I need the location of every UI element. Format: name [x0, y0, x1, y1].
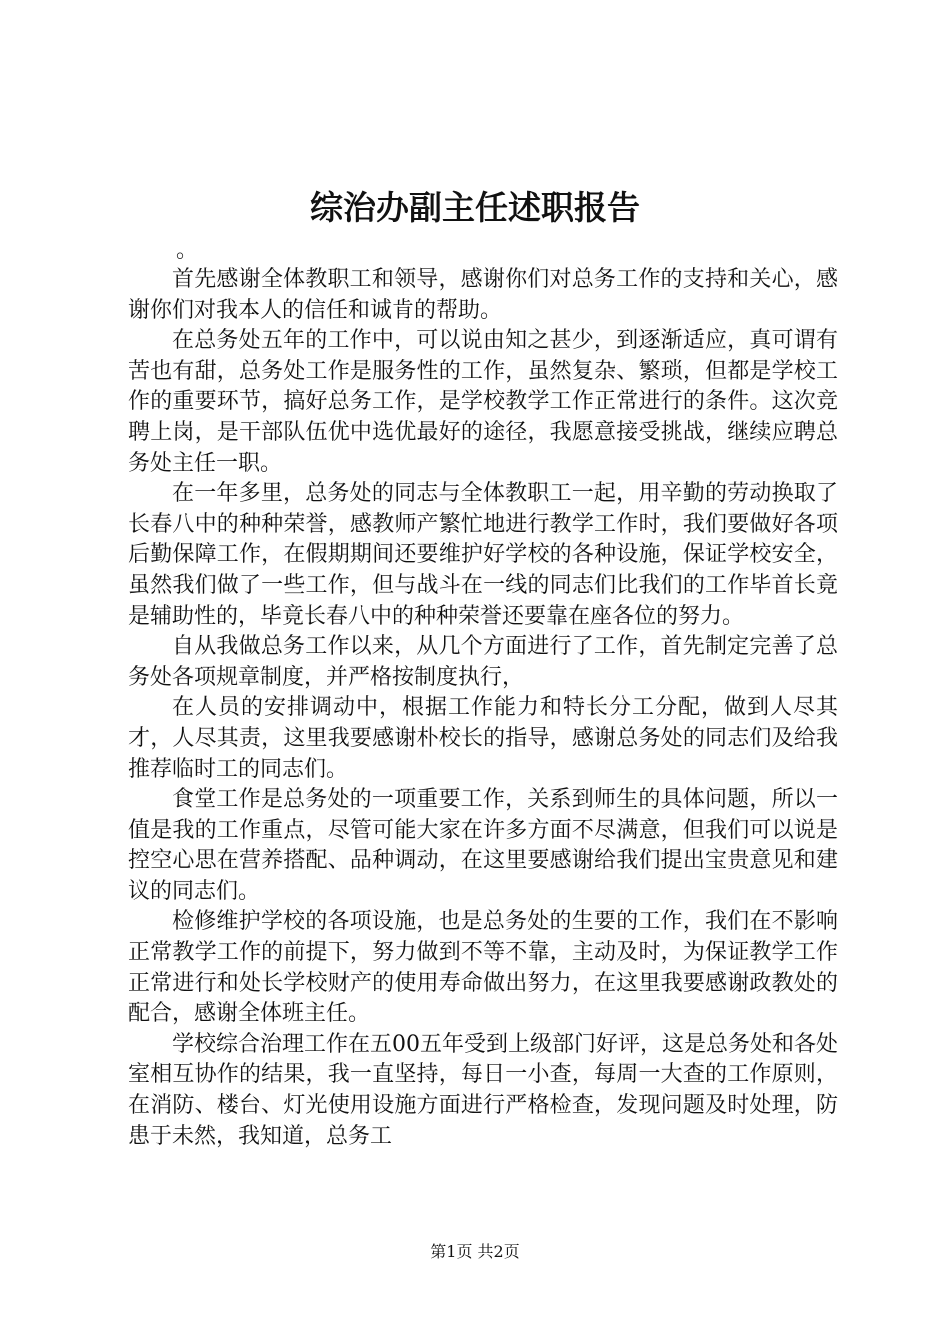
paragraph: 自从我做总务工作以来，从几个方面进行了工作，首先制定完善了总务处各项规章制度，并严格按制度执行， — [128, 634, 838, 690]
paragraph: 在人员的安排调动中，根据工作能力和特长分工分配，做到人尽其才，人尽其责，这里我要感谢朴校长的指导，感谢总务处的同志们及给我推荐临时工的同志们。 — [128, 695, 838, 782]
paragraph: 学校综合治理工作在五00五年受到上级部门好评，这是总务处和各处室相互协作的结果，我一直坚持，每日一小查，每周一大查的工作原则，在消防、楼台、灯光使用设施方面进行严格检查，发现问题及时处理，防患于未然，我知道，总务工 — [128, 1031, 838, 1149]
paragraph: 首先感谢全体教职工和领导，感谢你们对总务工作的支持和关心，感谢你们对我本人的信任和诚肯的帮助。 — [128, 267, 838, 323]
paragraph: 在总务处五年的工作中，可以说由知之甚少，到逐渐适应，真可谓有苦也有甜，总务处工作是服务性的工作，虽然复杂、繁琐，但都是学校工作的重要环节，搞好总务工作，是学校教学工作正常进行的条件。这次竞聘上岗，是干部队伍优中选优最好的途径，我愿意接受挑战，继续应聘总务处主任一职。 — [128, 328, 838, 476]
paragraph-marker: 。 — [176, 238, 199, 263]
page-title: 综治办副主任述职报告 — [310, 188, 640, 227]
paragraph: 在一年多里，总务处的同志与全体教职工一起，用辛勤的劳动换取了长春八中的种种荣誉，感教师产繁忙地进行教学工作时，我们要做好各项后勤保障工作，在假期期间还要维护好学校的各种设施，保证学校安全，虽然我们做了一些工作，但与战斗在一线的同志们比我们的工作毕首长竟是辅助性的，毕竟长春八中的种种荣誉还要靠在座各位的努力。 — [128, 481, 838, 629]
document-body — [128, 265, 838, 1152]
page-number-footer: 第1页 共2页 — [430, 1242, 520, 1261]
paragraph: 食堂工作是总务处的一项重要工作，关系到师生的具体问题，所以一值是我的工作重点，尽管可能大家在许多方面不尽满意，但我们可以说是控空心思在营养搭配、品种调动，在这里要感谢给我们提出宝贵意见和建议的同志们。 — [128, 787, 838, 904]
paragraph: 检修维护学校的各项设施，也是总务处的生要的工作，我们在不影响正常教学工作的前提下，努力做到不等不靠，主动及时，为保证教学工作正常进行和处长学校财产的使用寿命做出努力，在这里我要感谢政教处的配合，感谢全体班主任。 — [128, 909, 838, 1027]
